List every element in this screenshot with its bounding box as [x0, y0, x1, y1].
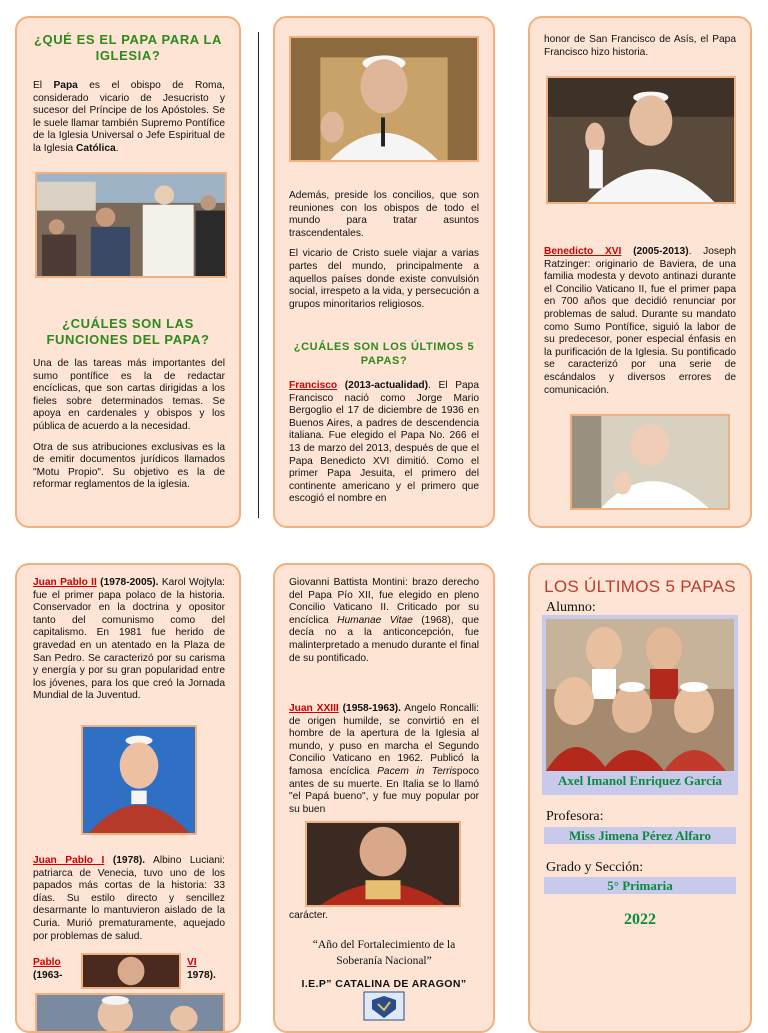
- panel-what-is-pope: [15, 16, 241, 528]
- photo-pope-francisco-waving: [546, 76, 736, 204]
- photo-five-popes: [546, 619, 734, 771]
- photo-pope-greeting-crowd: [35, 172, 227, 278]
- alumno-label: Alumno:: [546, 600, 596, 615]
- panel-juan-pablo: [15, 563, 241, 1033]
- photo-pope-francisco-speaking: [289, 36, 479, 162]
- school-crest-icon: [363, 991, 405, 1021]
- panel-functions-continued: [273, 16, 495, 528]
- photo-juan-xxiii: [305, 821, 461, 907]
- caracter-text: carácter.: [289, 910, 329, 921]
- profesora-name: Miss Jimena Pérez Alfaro: [544, 827, 736, 844]
- jp1-paragraph: Juan Pablo I (1978). Albino Luciani: patriarca de Venecia, tuvo uno de los papados más cortas de la historia: 33 días. Su estilo directo y sencillez desarmante lo mantuvieron aislado de la Curia. Murió prematuramente, aquejado por problemas de salud.: [33, 855, 225, 942]
- francisco-continued: honor de San Francisco de Asís, el Papa Francisco hizo historia.: [544, 34, 736, 58]
- councils-paragraph: Además, preside los concilios, que son reuniones con los obispos de todo el mundo para tratar asuntos trascendentales.: [289, 190, 479, 239]
- year-motto: “Año del Fortalecimiento de la Soberanía Nacional”: [312, 939, 456, 967]
- photo-pablo-vi-small: [81, 953, 181, 989]
- pablo-vi-paragraph: Giovanni Battista Montini: brazo derecho del Papa Pío XII, fue elegido en pleno Concilio Vaticano II. Criticado por su encíclica Humanae Vitae (1968), que decía no a la anticoncepción, fue malinterpretado a menudo durante el final de su pontificado.: [289, 577, 480, 664]
- fold-line: [258, 32, 259, 518]
- benedicto-paragraph: Benedicto XVI (2005-2013). Joseph Ratzinger: originario de Baviera, de una familia modesta y devoto antinazi durante el Concilio Vaticano II, fue el primer papa en 700 años que decidió renunciar por problemas de salud. Durante su mandato como Sumo Pontífice, siguió la labor de su predecesor, poner especial énfasis en la purificación de la Iglesia. Su pontificado se caracterizó por una serie de escándalos y diversos errores de comunicación.: [544, 246, 737, 396]
- grado-label: Grado y Sección:: [546, 860, 644, 875]
- pablo-vi-years: VI 1978).: [187, 957, 216, 981]
- photo-juan-pablo-ii: [81, 725, 197, 835]
- francisco-paragraph: Francisco (2013-actualidad). El Papa Francisco nació como Jorge Mario Bergoglio el 17 de diciembre de 1936 en Buenos Aires, a padres de descendencia italiana. Fue elegido el Papa No. 266 el 13 de marzo del 2013, después de que el Papa Benedicto XVI dimitió. Como el primer Papa Jesuita, el primero del continente americano y el primero que escogió el nombre en: [289, 380, 479, 505]
- functions-paragraph-2: Otra de sus atribuciones exclusivas es la de emitir documentos jurídicos llamados "Motu Propio". Su objetivo es la de reformar reglamentos de la iglesia.: [33, 441, 225, 491]
- grado-value: 5° Primaria: [544, 877, 736, 894]
- intro-paragraph: El Papa es el obispo de Roma, considerado vicario de Jesucristo y sucesor del Príncipe de los Apóstoles. Se le suele llamar también Supremo Pontífice de la Iglesia Universal o Jefe Espiritual de la Iglesia Católica.: [33, 80, 225, 154]
- heading-what-is-pope: ¿QUÉ ES EL PAPA PARA LA IGLESIA?: [33, 32, 223, 63]
- pablo-vi-label: Pablo (1963-: [33, 957, 63, 981]
- functions-paragraph-1: Una de las tareas más importantes del sumo pontífice es la de redactar encíclicas, que son cartas dirigidas a los fieles sobre determinados temas. Se apoya en cardenales y obispos y los pública de acuerdo a la necesidad.: [33, 358, 225, 432]
- panel-juan-xxiii: [273, 563, 495, 1033]
- j23-paragraph: Juan XXIII (1958-1963). Angelo Roncalli: de origen humilde, se convirtió en el hombre de la apertura de la Iglesia al mundo, y puso en marcha el Segundo Concilio Vaticano en 1962. Publicó la famosa encíclica Pacem in Terrispoco antes de su muerte. En Italia se lo llamó "el Papá bueno", y fue muy popular por su buen: [289, 703, 479, 815]
- alumno-name: Axel Imanol Enriquez García: [557, 773, 723, 788]
- profesora-label: Profesora:: [546, 809, 604, 824]
- travel-paragraph: El vicario de Cristo suele viajar a varias partes del mundo, principalmente a aquellos países donde existe convulsión social, irrespeto a la vida, y persecución a grupos minoritarios religiosos.: [289, 248, 479, 310]
- cover-title: LOS ÚLTIMOS 5 PAPAS: [544, 577, 736, 596]
- cover-photo-frame: [542, 615, 738, 795]
- photo-juan-pablo-i: [35, 993, 225, 1033]
- jp2-paragraph: Juan Pablo II (1978-2005). Karol Wojtyla: fue el primer papa polaco de la historia. Conservador en la doctrina y opositor tanto del comunismo como del capitalismo. En 1981 fue herido de gravedad en un atentado en la Plaza de San Pedro. Se caracterizó por su carisma y energía y por su gran popularidad entre los jóvenes, para los que creó la Jornada Mundial de la Juventud.: [33, 577, 225, 702]
- heading-functions: ¿CUÁLES SON LAS FUNCIONES DEL PAPA?: [46, 316, 210, 347]
- panel-benedicto: [528, 16, 752, 528]
- panel-cover: [528, 563, 752, 1033]
- photo-pope-benedicto: [570, 414, 730, 510]
- school-name: I.E.P” CATALINA DE ARAGON”: [301, 978, 467, 990]
- year-label: 2022: [624, 911, 656, 928]
- heading-last-5-popes: ¿CUÁLES SON LOS ÚLTIMOS 5 PAPAS?: [293, 341, 475, 367]
